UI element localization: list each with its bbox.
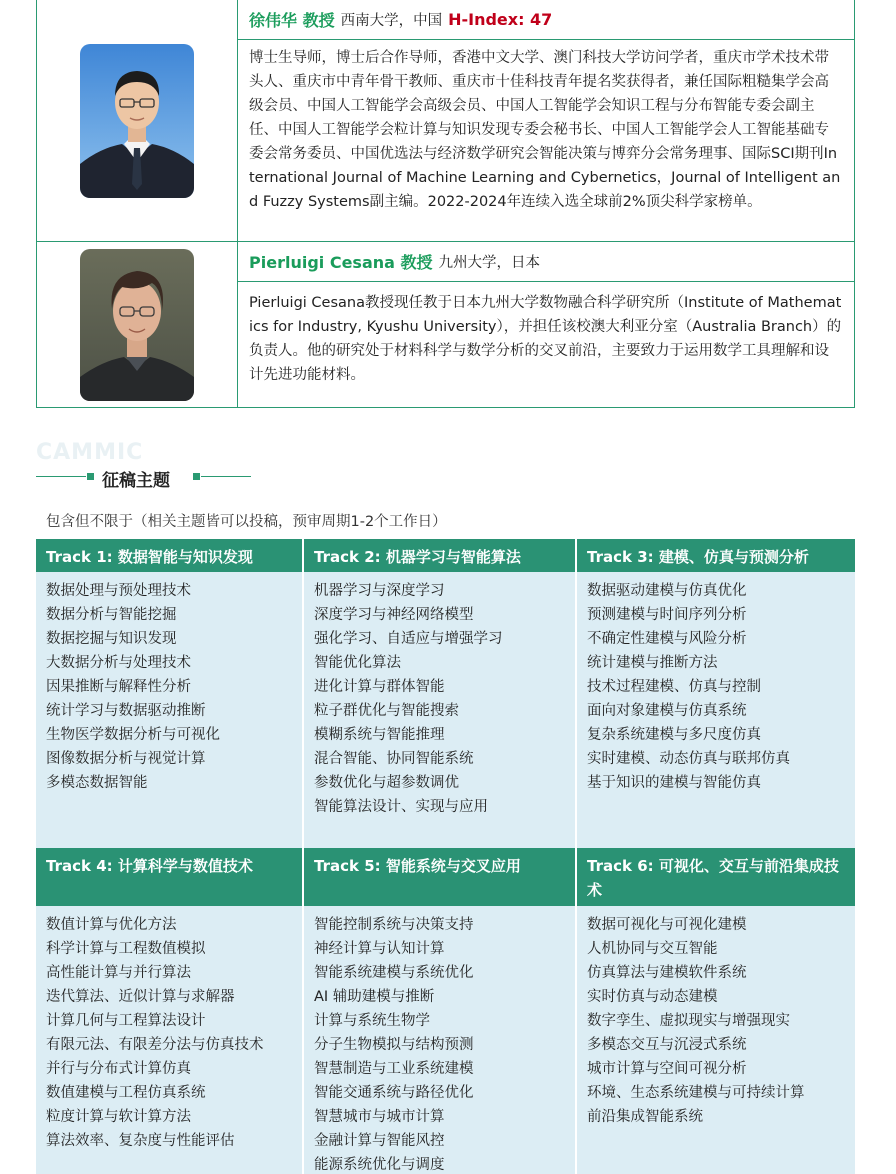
track-topic: 模糊系统与智能推理 [314,727,445,743]
track-title: Track 1: 数据智能与知识发现 [36,539,302,572]
track-topic: 智能交通系统与路径优化 [314,1085,474,1101]
track-topic: 数值计算与优化方法 [46,917,177,933]
track-card [36,539,304,848]
track-topic: 有限元法、有限差分法与仿真技术 [46,1037,264,1053]
track-title: Track 2: 机器学习与智能算法 [304,539,575,572]
track-topic: 生物医学数据分析与可视化 [46,727,220,743]
speaker-photo-cell [37,242,238,407]
track-title: Track 3: 建模、仿真与预测分析 [577,539,855,572]
track-topic: 数据挖掘与知识发现 [46,631,177,647]
track-topic: 粒度计算与软计算方法 [46,1109,191,1125]
track-card [36,848,304,1174]
track-topic: 多模态交互与沉浸式系统 [587,1037,747,1053]
track-topic-list [577,572,855,848]
track-card [304,539,577,848]
track-topic: 高性能计算与并行算法 [46,965,191,981]
tracks-row [36,539,855,848]
speaker-affiliation: 西南大学，中国 [340,13,443,29]
track-topic: 因果推断与解释性分析 [46,679,191,695]
track-topic: 计算与系统生物学 [314,1013,430,1029]
track-topic: 机器学习与深度学习 [314,583,445,599]
track-topic: 环境、生态系统建模与可持续计算 [587,1085,805,1101]
speaker-header [238,0,854,40]
tracks-row [36,848,855,1174]
track-topic: 数值建模与工程仿真系统 [46,1085,206,1101]
track-topic: 智能控制系统与决策支持 [314,917,474,933]
title-square-left [87,473,94,480]
track-topic: 能源系统优化与调度 [314,1157,445,1173]
speaker-photo-cell [37,0,238,241]
track-topic: 粒子群优化与智能搜索 [314,703,459,719]
track-topic: 技术过程建模、仿真与控制 [587,679,761,695]
track-topic: 金融计算与智能风控 [314,1133,445,1149]
track-topic: 数据处理与预处理技术 [46,583,191,599]
track-topic: 数据可视化与可视化建模 [587,917,747,933]
track-topic: 面向对象建模与仿真系统 [587,703,747,719]
track-topic: 前沿集成智能系统 [587,1109,703,1125]
section-ghost-text: CAMMIC [36,440,144,465]
speaker-bio: 博士生导师，博士后合作导师，香港中文大学、澳门科技大学访问学者，重庆市学术技术带头人、重庆市中青年骨干教师、重庆市十佳科技青年提名奖获得者，兼任国际粗糙集学会高级会员、中国人工智能学会高级会员、中国人工智能学会知识工程与分布智能专委会副主任、中国人工智能学会粒计算与知识发现专委会秘书长、中国人工智能学会人工智能基础专委会常务委员、中国优选法与经济数学研究会智能决策与博弈分会常务理事、国际SCI期刊International Journal of Machine Learning and Cybernetics，Journal of Intelligent and Fuzzy Systems副主编。2022-2024年连续入选全球前2%顶尖科学家榜单。 [249,50,841,210]
track-topic: 数据驱动建模与仿真优化 [587,583,747,599]
speaker-row [37,242,854,407]
speaker-header [238,242,854,282]
track-topic: 深度学习与神经网络模型 [314,607,474,623]
track-topic: 算法效率、复杂度与性能评估 [46,1133,235,1149]
track-title: Track 4: 计算科学与数值技术 [36,848,302,906]
track-card [577,848,855,1174]
track-topic: 参数优化与超参数调优 [314,775,459,791]
speaker-table [36,0,855,408]
track-topic: 并行与分布式计算仿真 [46,1061,191,1077]
speaker-photo [80,249,194,401]
section-intro: 包含但不限于（相关主题皆可以投稿，预审周期1-2个工作日） [46,514,447,530]
title-divider-right [201,476,251,477]
track-topic: 强化学习、自适应与增强学习 [314,631,503,647]
speaker-info [238,0,854,241]
track-topic: 智能优化算法 [314,655,401,671]
track-topic-list [36,572,302,848]
speaker-photo [80,44,194,198]
track-topic: 不确定性建模与风险分析 [587,631,747,647]
track-topic: 进化计算与群体智能 [314,679,445,695]
track-topic: 城市计算与空间可视分析 [587,1061,747,1077]
track-topic: 人机协同与交互智能 [587,941,718,957]
track-topic-list [304,572,575,848]
track-topic: 神经计算与认知计算 [314,941,445,957]
section-title: 征稿主题 [102,471,170,491]
title-square-right [193,473,200,480]
track-topic: 大数据分析与处理技术 [46,655,191,671]
speaker-affiliation: 九州大学，日本 [438,255,540,271]
track-topic: 数据分析与智能挖掘 [46,607,177,623]
section-heading [36,440,336,495]
track-topic: 智能系统建模与系统优化 [314,965,474,981]
track-topic: 仿真算法与建模软件系统 [587,965,747,981]
tracks-grid [36,539,855,1174]
speaker-name: Pierluigi Cesana 教授 [249,253,433,272]
title-divider-left [36,476,86,477]
track-topic: 统计建模与推断方法 [587,655,718,671]
track-topic-list [304,906,575,1174]
track-topic: 数字孪生、虚拟现实与增强现实 [587,1013,790,1029]
speaker-bio: Pierluigi Cesana教授现任教于日本九州大学数物融合科学研究所（Institute of Mathematics for Industry, Kyushu University），并担任该校澳大利亚分室（Australia Branch）的负责人。他的研究处于材料科学与数学分析的交叉前沿，主要致力于运用数学工具理解和设计先进功能材料。 [249,295,842,383]
track-topic: AI 辅助建模与推断 [314,989,435,1005]
track-topic-list [36,906,302,1174]
track-topic: 图像数据分析与视觉计算 [46,751,206,767]
track-topic: 实时建模、动态仿真与联邦仿真 [587,751,790,767]
track-topic: 智慧城市与城市计算 [314,1109,445,1125]
track-topic: 预测建模与时间序列分析 [587,607,747,623]
track-title: Track 5: 智能系统与交叉应用 [304,848,575,906]
track-topic: 计算几何与工程算法设计 [46,1013,206,1029]
speaker-info [238,242,854,407]
speaker-row [37,0,854,242]
track-topic: 科学计算与工程数值模拟 [46,941,206,957]
track-topic: 实时仿真与动态建模 [587,989,718,1005]
track-topic: 复杂系统建模与多尺度仿真 [587,727,761,743]
track-topic: 智慧制造与工业系统建模 [314,1061,474,1077]
track-topic: 分子生物模拟与结构预测 [314,1037,474,1053]
track-card [577,539,855,848]
track-topic: 混合智能、协同智能系统 [314,751,474,767]
track-topic: 基于知识的建模与智能仿真 [587,775,761,791]
track-topic-list [577,906,855,1174]
track-topic: 统计学习与数据驱动推断 [46,703,206,719]
track-card [304,848,577,1174]
track-title: Track 6: 可视化、交互与前沿集成技术 [577,848,855,906]
track-topic: 迭代算法、近似计算与求解器 [46,989,235,1005]
track-topic: 多模态数据智能 [46,775,148,791]
speaker-hindex: H-Index: 47 [448,10,553,29]
track-topic: 智能算法设计、实现与应用 [314,799,488,815]
speaker-name: 徐伟华 教授 [249,11,335,30]
